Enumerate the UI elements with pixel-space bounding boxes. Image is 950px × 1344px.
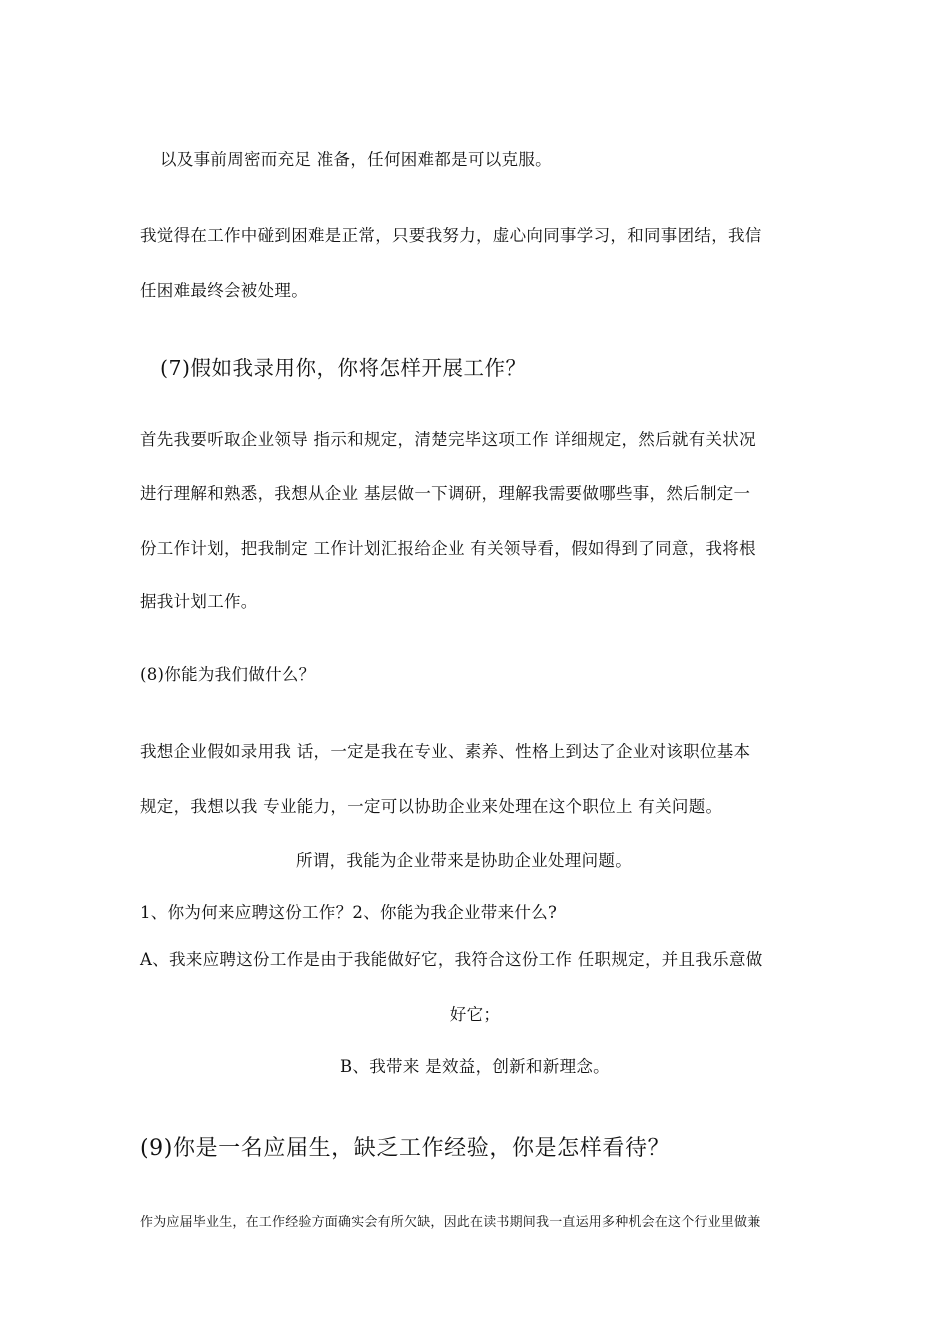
paragraph-line: 以及事前周密而充足 准备，任何困难都是可以克服。	[160, 150, 552, 169]
section-heading-8: (8)你能为我们做什么？	[140, 665, 316, 684]
paragraph-line: 份工作计划，把我制定 工作计划汇报给企业 有关领导看，假如得到了同意，我将根	[140, 539, 756, 558]
paragraph-line: 任困难最终会被处理。	[140, 281, 308, 300]
paragraph-line: 我想企业假如录用我 话，一定是我在专业、素养、性格上到达了企业对该职位基本	[140, 742, 751, 761]
paragraph-line: 规定，我想以我 专业能力，一定可以协助企业来处理在这个职位上 有关问题。	[140, 797, 723, 816]
paragraph-line: 进行理解和熟悉，我想从企业 基层做一下调研，理解我需要做哪些事，然后制定一	[140, 484, 751, 503]
section-heading-7: (7)假如我录用你，你将怎样开展工作？	[160, 356, 527, 380]
paragraph-line: 作为应届毕业生，在工作经验方面确实会有所欠缺，因此在读书期间我一直运用多种机会在这个行业里做兼	[140, 1215, 761, 1230]
paragraph-line: 首先我要听取企业领导 指示和规定，清楚完毕这项工作 详细规定，然后就有关状况	[140, 430, 756, 449]
answer-line: 好它；	[449, 1005, 501, 1024]
section-heading-9: (9)你是一名应届生，缺乏工作经验，你是怎样看待？	[140, 1136, 671, 1161]
paragraph-line: 所谓，我能为企业带来是协助企业处理问题。	[296, 851, 632, 870]
answer-line: A、我来应聘这份工作是由于我能做好它，我符合这份工作 任职规定，并且我乐意做	[140, 950, 763, 969]
paragraph-line: 我觉得在工作中碰到困难是正常，只要我努力，虚心向同事学习，和同事团结，我信	[140, 226, 762, 245]
answer-line: B、我带来 是效益，创新和新理念。	[340, 1057, 610, 1076]
paragraph-line: 据我计划工作。	[140, 592, 258, 611]
question-line: 1、你为何来应聘这份工作？2、你能为我企业带来什么?	[140, 903, 558, 922]
